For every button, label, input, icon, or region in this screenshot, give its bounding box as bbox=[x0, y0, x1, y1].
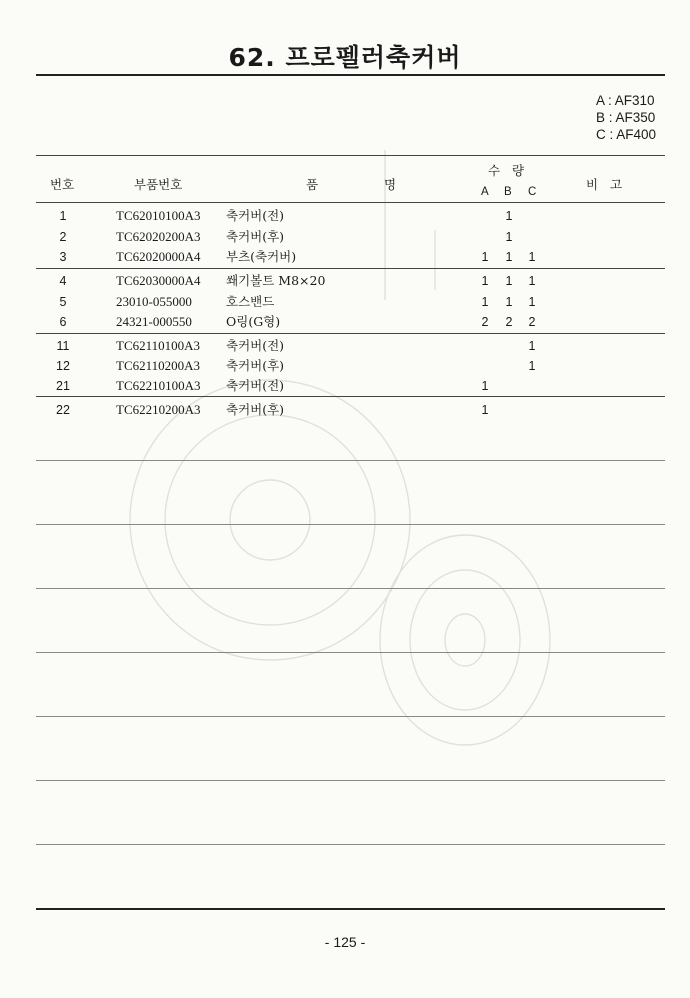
row-qty-a: 2 bbox=[481, 315, 489, 329]
blank-row-rule bbox=[36, 844, 665, 845]
blank-row-rule bbox=[36, 716, 665, 717]
table-header-top-rule bbox=[36, 155, 665, 156]
row-no: 22 bbox=[56, 403, 70, 417]
row-no: 6 bbox=[59, 315, 67, 329]
header-qty: 수 량 bbox=[488, 163, 525, 178]
row-name: 쐐기볼트 M8×20 bbox=[226, 273, 326, 288]
row-qty-c: 1 bbox=[528, 359, 536, 373]
row-part-no: 23010-055000 bbox=[116, 294, 192, 309]
blank-row-rule bbox=[36, 652, 665, 653]
row-qty-c: 2 bbox=[528, 315, 536, 329]
header-name-2: 명 bbox=[384, 177, 397, 192]
row-name: 축커버(후) bbox=[226, 229, 285, 244]
row-no: 5 bbox=[59, 295, 67, 309]
page-number: - 125 - bbox=[324, 934, 366, 950]
row-qty-a: 1 bbox=[481, 250, 489, 264]
row-name: 부츠(축커버) bbox=[226, 249, 297, 264]
row-no: 21 bbox=[56, 379, 70, 393]
row-qty-c: 1 bbox=[528, 274, 536, 288]
header-col-c: C bbox=[528, 186, 537, 198]
row-name: 축커버(후) bbox=[226, 358, 285, 373]
row-name: 축커버(전) bbox=[226, 378, 285, 393]
table-header-bottom-rule bbox=[36, 202, 665, 203]
row-no: 1 bbox=[59, 209, 67, 223]
header-col-b: B bbox=[504, 186, 512, 198]
row-no: 4 bbox=[59, 274, 67, 288]
model-legend-b: B : AF350 bbox=[595, 110, 656, 125]
row-no: 3 bbox=[59, 250, 67, 264]
row-name: O링(G형) bbox=[226, 314, 281, 329]
row-qty-b: 1 bbox=[505, 274, 513, 288]
row-no: 2 bbox=[59, 230, 67, 244]
header-part-no: 부품번호 bbox=[134, 177, 183, 192]
page-title: 62. 프로펠러축커버 bbox=[228, 43, 462, 72]
blank-row-rule bbox=[36, 524, 665, 525]
row-name: 축커버(전) bbox=[226, 208, 285, 223]
group-separator bbox=[36, 268, 665, 269]
model-legend bbox=[596, 92, 656, 143]
row-part-no: TC62020000A4 bbox=[116, 249, 201, 264]
row-qty-a: 1 bbox=[481, 274, 489, 288]
row-part-no: TC62210100A3 bbox=[116, 378, 201, 393]
header-name-1: 품 bbox=[306, 177, 319, 192]
row-part-no: TC62210200A3 bbox=[116, 402, 201, 417]
blank-row-rule bbox=[36, 460, 665, 461]
row-part-no: TC62110100A3 bbox=[116, 338, 201, 353]
row-name: 축커버(후) bbox=[226, 402, 285, 417]
blank-row-rule bbox=[36, 780, 665, 781]
group-separator bbox=[36, 396, 665, 397]
row-no: 12 bbox=[56, 359, 70, 373]
row-part-no: TC62030000A4 bbox=[116, 273, 201, 288]
group-separator bbox=[36, 333, 665, 334]
row-part-no: TC62010100A3 bbox=[116, 208, 201, 223]
row-qty-b: 1 bbox=[505, 295, 513, 309]
row-part-no: TC62020200A3 bbox=[116, 229, 201, 244]
row-qty-a: 1 bbox=[481, 403, 489, 417]
row-qty-c: 1 bbox=[528, 339, 536, 353]
footer-rule bbox=[36, 908, 665, 910]
row-name: 축커버(전) bbox=[226, 338, 285, 353]
row-part-no: 24321-000550 bbox=[116, 314, 192, 329]
row-qty-b: 1 bbox=[505, 250, 513, 264]
header-remarks: 비 고 bbox=[586, 177, 623, 192]
model-legend-a: A : AF310 bbox=[595, 93, 655, 108]
row-no: 11 bbox=[56, 339, 70, 353]
row-qty-a: 1 bbox=[481, 379, 489, 393]
header-col-a: A bbox=[481, 186, 489, 198]
title-underline bbox=[36, 74, 665, 76]
row-qty-c: 1 bbox=[528, 295, 536, 309]
row-qty-b: 1 bbox=[505, 209, 513, 223]
row-qty-c: 1 bbox=[528, 250, 536, 264]
row-name: 호스밴드 bbox=[226, 294, 275, 309]
row-qty-b: 2 bbox=[505, 315, 513, 329]
row-qty-a: 1 bbox=[481, 295, 489, 309]
blank-row-rule bbox=[36, 588, 665, 589]
header-no: 번호 bbox=[50, 177, 75, 192]
model-legend-c: C : AF400 bbox=[595, 127, 656, 142]
row-qty-b: 1 bbox=[505, 230, 513, 244]
row-part-no: TC62110200A3 bbox=[116, 358, 201, 373]
